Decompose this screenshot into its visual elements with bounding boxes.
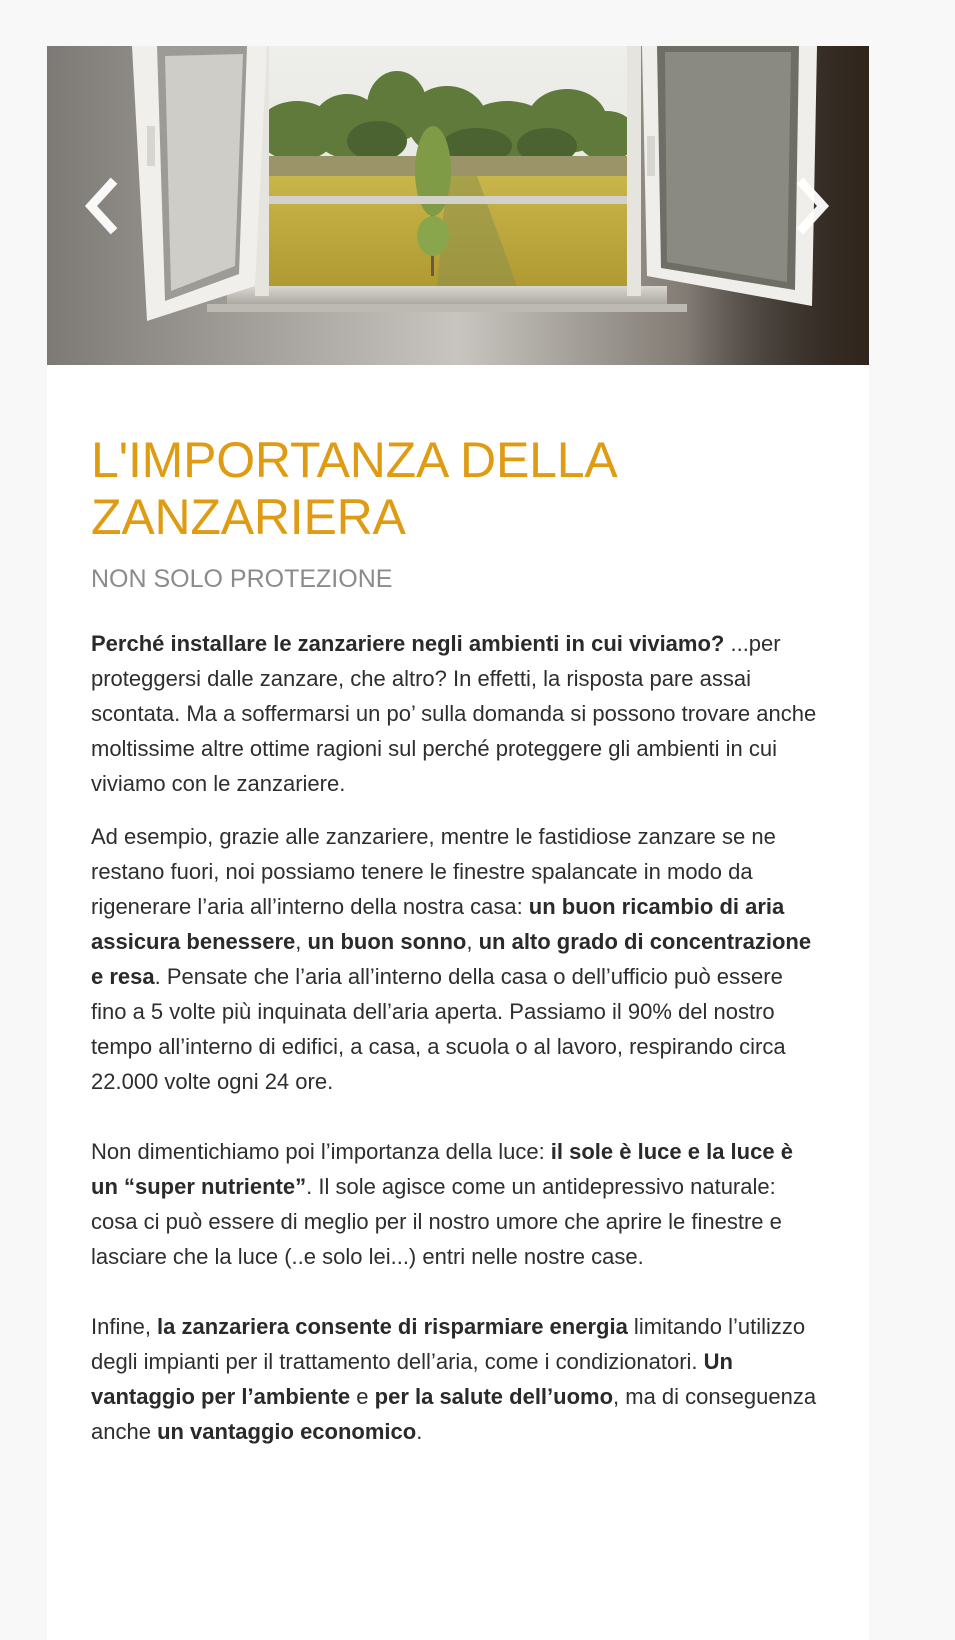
bold-text: Perché installare le zanzariere negli ambienti in cui viviamo?: [91, 631, 725, 656]
body-text: ...per proteggersi dalle zanzare, che altro? In effetti, la risposta pare assai scontata. Ma a soffermarsi un po’ sulla domanda si possono trovare anche moltissime altre ottime ragioni sul perché proteggere gli ambienti in cui viviamo con le zanzariere.: [91, 631, 817, 796]
body-text: , ma di conseguenza anche: [91, 1384, 817, 1444]
bold-text: un alto grado di concentrazione e resa: [91, 929, 812, 989]
body-text: Infine,: [91, 1314, 158, 1339]
chevron-right-icon: [787, 176, 837, 236]
body-text: Ad esempio, grazie alle zanzariere, mentre le fastidiose zanzare se ne restano fuori, noi possiamo tenere le finestre spalancate in modo da rigenerare l’aria all’interno della nostra casa:: [91, 824, 776, 919]
bold-text: per la salute dell’uomo: [374, 1384, 614, 1409]
bold-text: il sole è luce e la luce è un “super nutriente”: [91, 1139, 793, 1199]
article-subtitle: NON SOLO PROTEZIONE: [91, 565, 393, 593]
bold-text: Un vantaggio per l’ambiente: [91, 1349, 733, 1409]
paragraph-4: [91, 1309, 821, 1449]
bold-text: un buon sonno: [307, 929, 467, 954]
body-text: ,: [466, 929, 479, 954]
paragraph-1: [91, 626, 821, 801]
body-text: limitando l’utilizzo degli impianti per il trattamento dell’aria, come i condizionatori.: [91, 1314, 806, 1374]
article-card: [47, 46, 869, 1640]
body-text: e: [350, 1384, 375, 1409]
body-text: . Pensate che l’aria all’interno della casa o dell’ufficio può essere fino a 5 volte più inquinata dell’aria aperta. Passiamo il 90% del nostro tempo all’interno di edifici, a casa, a scuola o al lavoro, respirando circa 22.000 volte ogni 24 ore.: [91, 964, 786, 1094]
body-text: . Il sole agisce come un antidepressivo naturale: cosa ci può essere di meglio per il nostro umore che aprire le finestre e lasciare che la luce (..e solo lei...) entri nelle nostre case.: [91, 1174, 782, 1269]
paragraph-2: [91, 819, 821, 1099]
body-text: Non dimentichiamo poi l’importanza della luce:: [91, 1139, 551, 1164]
bold-text: un buon ricambio di aria assicura benessere: [91, 894, 785, 954]
window-photo: [47, 46, 869, 365]
chevron-left-icon: [77, 176, 127, 236]
article-title: L'IMPORTANZA DELLA ZANZARIERA: [91, 432, 615, 545]
image-carousel: [47, 46, 869, 365]
paragraph-3: [91, 1134, 821, 1274]
article-body: [91, 432, 821, 1449]
body-text: ,: [295, 929, 308, 954]
carousel-next-button[interactable]: [787, 176, 837, 236]
bold-text: un vantaggio economico: [157, 1419, 417, 1444]
body-text: .: [416, 1419, 423, 1444]
bold-text: la zanzariera consente di risparmiare energia: [157, 1314, 628, 1339]
carousel-prev-button[interactable]: [77, 176, 127, 236]
